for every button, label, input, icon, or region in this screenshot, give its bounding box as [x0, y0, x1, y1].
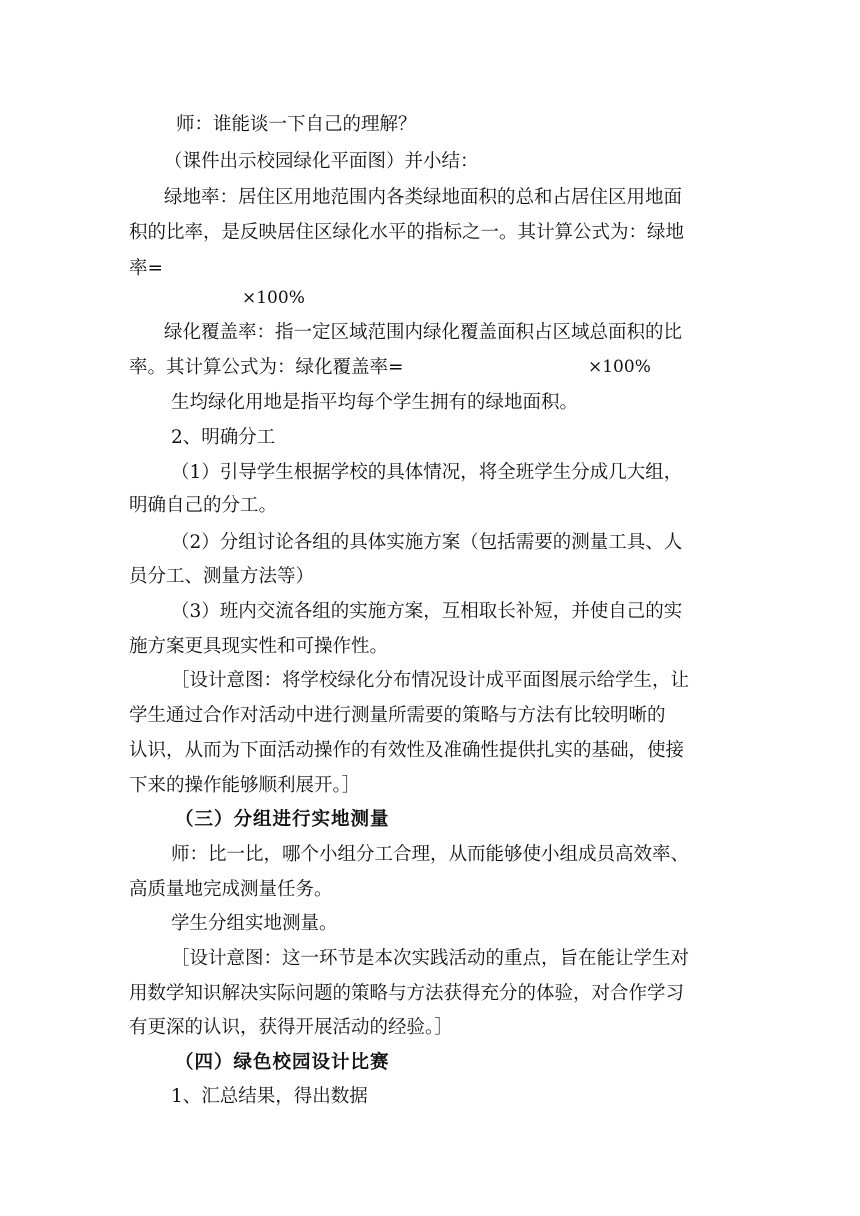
section-heading: （四）绿色校园设计比赛	[175, 1052, 390, 1073]
paragraph-line: 学生通过合作对活动中进行测量所需要的策略与方法有比较明晰的	[129, 705, 666, 726]
paragraph-line: 师：比一比，哪个小组分工合理，从而能够使小组成员高效率、	[171, 844, 690, 865]
paragraph-line: ［设计意图：将学校绿化分布情况设计成平面图展示给学生，让	[171, 670, 690, 691]
paragraph-line: 高质量地完成测量任务。	[129, 879, 333, 900]
paragraph-line: 师：谁能谈一下自己的理解？	[176, 114, 417, 135]
paragraph-line: 率。其计算公式为：绿化覆盖率=	[129, 357, 404, 378]
paragraph-line: （1）引导学生根据学校的具体情况，将全班学生分成几大组，	[171, 462, 683, 483]
paragraph-line: 绿地率：居住区用地范围内各类绿地面积的总和占居住区用地面	[164, 187, 683, 208]
paragraph-line: 员分工、测量方法等）	[129, 566, 315, 587]
paragraph-line: 下来的操作能够顺利展开。］	[129, 775, 361, 796]
paragraph-line: ［设计意图：这一环节是本次实践活动的重点，旨在能让学生对	[171, 948, 690, 969]
section-heading: 1、汇总结果，得出数据	[171, 1086, 368, 1107]
paragraph-line: 生均绿化用地是指平均每个学生拥有的绿地面积。	[171, 392, 579, 413]
paragraph-line: （课件出示校园绿化平面图）并小结：	[164, 151, 479, 172]
paragraph-line: （3）班内交流各组的实施方案，互相取长补短，并使自己的实	[171, 601, 683, 622]
paragraph-line: 绿化覆盖率：指一定区域范围内绿化覆盖面积占区域总面积的比	[164, 322, 683, 343]
paragraph-line: 积的比率，是反映居住区绿化水平的指标之一。其计算公式为：绿地	[129, 222, 685, 243]
paragraph-line: 用数学知识解决实际问题的策略与方法获得充分的体验，对合作学习	[129, 983, 685, 1004]
formula-multiplier: ×100%	[588, 357, 651, 377]
paragraph-line: 学生分组实地测量。	[171, 913, 338, 934]
formula-multiplier: ×100%	[242, 288, 305, 308]
paragraph-line: 率=	[129, 258, 164, 279]
paragraph-line: 有更深的认识，获得开展活动的经验。］	[129, 1017, 453, 1038]
paragraph-line: 明确自己的分工。	[129, 495, 278, 516]
section-heading: （三）分组进行实地测量	[175, 809, 390, 830]
paragraph-line: 施方案更具现实性和可操作性。	[129, 636, 389, 657]
paragraph-line: （2）分组讨论各组的具体实施方案（包括需要的测量工具、人	[171, 532, 683, 553]
section-heading: 2、明确分工	[171, 427, 276, 448]
paragraph-line: 认识，从而为下面活动操作的有效性及准确性提供扎实的基础，使接	[129, 740, 685, 761]
